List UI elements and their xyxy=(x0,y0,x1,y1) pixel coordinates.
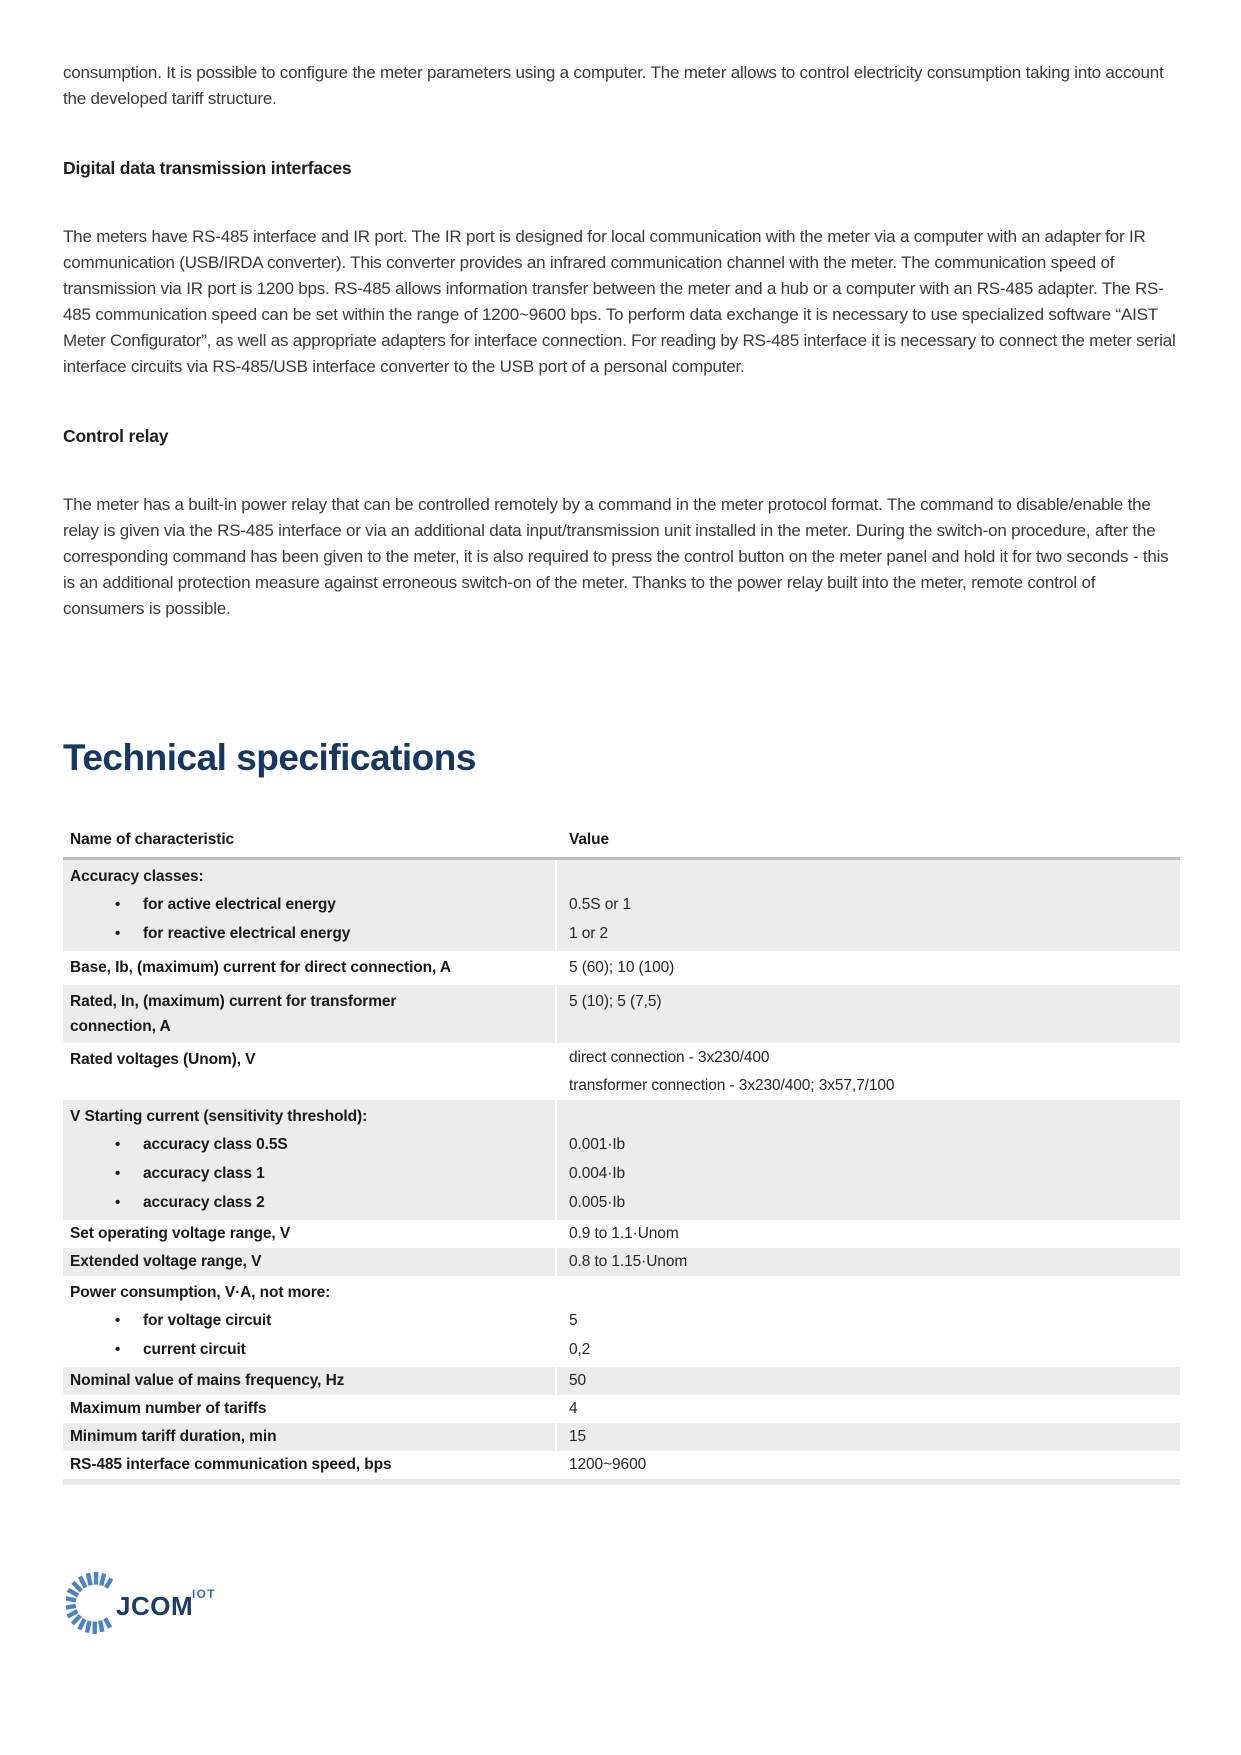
table-row xyxy=(63,1220,1180,1248)
row-value: 0.5S or 1 xyxy=(569,896,632,913)
section-heading-control-relay: Control relay xyxy=(63,426,169,446)
bullet-label: for voltage circuit xyxy=(143,1312,272,1329)
logo-brand-text: JCOM xyxy=(116,1591,194,1621)
bullet-icon xyxy=(115,1306,143,1335)
row-value: 0.005·Ib xyxy=(569,1194,626,1211)
specifications-table xyxy=(63,824,1180,1485)
row-name: Maximum number of tariffs xyxy=(70,1400,267,1417)
row-name: V Starting current (sensitivity threshold): xyxy=(70,1108,368,1125)
row-name: Power consumption, V·A, not more: xyxy=(70,1284,331,1301)
bullet-item xyxy=(70,1159,470,1188)
table-row xyxy=(63,1423,1180,1451)
bullet-item xyxy=(70,919,470,948)
row-value: 0.001·Ib xyxy=(569,1136,626,1153)
row-value: 50 xyxy=(557,1367,1180,1395)
table-bottom-border xyxy=(63,1479,1180,1485)
table-row xyxy=(63,1395,1180,1423)
logo-suffix-text: IOT xyxy=(192,1587,216,1601)
row-name: Extended voltage range, V xyxy=(63,1248,555,1276)
bullet-item xyxy=(70,890,470,919)
table-row xyxy=(63,1043,1180,1100)
bullet-label: accuracy class 0.5S xyxy=(143,1136,288,1153)
value-spacer xyxy=(569,863,1170,890)
table-row xyxy=(63,1276,1180,1367)
row-value: 5 xyxy=(569,1312,578,1329)
bullet-label: for active electrical energy xyxy=(143,896,336,913)
bullet-item xyxy=(70,1335,470,1364)
row-value: direct connection - 3x230/400 xyxy=(569,1049,770,1066)
table-row xyxy=(63,985,1180,1043)
row-name: RS-485 interface communication speed, bps xyxy=(70,1456,392,1473)
bullet-icon xyxy=(115,1188,143,1217)
row-name: Rated voltages (Unom), V xyxy=(70,1051,256,1068)
row-value: 0.9 to 1.1·Unom xyxy=(569,1225,679,1242)
value-spacer xyxy=(569,1103,1170,1130)
section-heading-digital-interfaces: Digital data transmission interfaces xyxy=(63,158,352,178)
table-row xyxy=(63,1100,1180,1220)
table-header-row xyxy=(63,824,1180,860)
bullet-label: accuracy class 2 xyxy=(143,1194,265,1211)
row-name: Set operating voltage range, V xyxy=(70,1225,291,1242)
row-name: Nominal value of mains frequency, Hz xyxy=(63,1367,555,1395)
column-header-value: Value xyxy=(569,831,609,848)
bullet-icon xyxy=(115,1159,143,1188)
row-value: 0.8 to 1.15·Unom xyxy=(557,1248,1180,1276)
bullet-item xyxy=(70,1130,470,1159)
table-row xyxy=(63,1248,1180,1276)
bullet-icon xyxy=(115,1130,143,1159)
row-name: Minimum tariff duration, min xyxy=(63,1423,555,1451)
row-value: 0,2 xyxy=(569,1341,591,1358)
table-row xyxy=(63,951,1180,985)
row-name: Accuracy classes: xyxy=(70,868,204,885)
intro-paragraph: consumption. It is possible to configure the meter parameters using a computer. The meter allows to control electricity consumption taking into account the developed tariff structure. xyxy=(63,63,1164,108)
page-title: Technical specifications xyxy=(63,737,476,778)
row-name: Rated, In, (maximum) current for transformer connection, A xyxy=(63,985,555,1043)
paragraph-digital-interfaces: The meters have RS-485 interface and IR port. The IR port is designed for local communication with the meter via a computer with an adapter for IR communication (USB/IRDA converter). This converter provides an infrared communication channel with the meter. The communication speed of transmission via IR port is 1200 bps. RS-485 allows information transfer between the meter and a hub or a computer with an RS-485 adapter. The RS-485 communication speed can be set within the range of 1200~9600 bps. To perform data exchange it is necessary to use specialized software “AIST Meter Configurator”, as well as appropriate adapters for interface connection. For reading by RS-485 interface it is necessary to connect the meter serial interface circuits via RS-485/USB interface converter to the USB port of a personal computer. xyxy=(63,227,1176,376)
bullet-icon xyxy=(115,890,143,919)
row-value: 15 xyxy=(557,1423,1180,1451)
row-value: 1200~9600 xyxy=(569,1456,647,1473)
bullet-label: accuracy class 1 xyxy=(143,1165,265,1182)
bullet-item xyxy=(70,1188,470,1217)
table-row xyxy=(63,1367,1180,1395)
bullet-icon xyxy=(115,1335,143,1364)
bullet-label: current circuit xyxy=(143,1341,246,1358)
paragraph-control-relay: The meter has a built-in power relay that can be controlled remotely by a command in the meter protocol format. The command to disable/enable the relay is given via the RS-485 interface or via an additional data input/transmission unit installed in the meter. During the switch-on procedure, after the corresponding command has been given to the meter, it is also required to press the control button on the meter panel and hold it for two seconds - this is an additional protection measure against erroneous switch-on of the meter. Thanks to the power relay built into the meter, remote control of consumers is possible. xyxy=(63,495,1169,618)
jcom-logo-burst-icon xyxy=(66,1572,111,1634)
row-value: 0.004·Ib xyxy=(569,1165,626,1182)
row-value: 4 xyxy=(569,1400,578,1417)
table-row xyxy=(63,1451,1180,1479)
value-spacer xyxy=(569,1279,1170,1306)
row-value: transformer connection - 3x230/400; 3x57,7/100 xyxy=(569,1077,895,1094)
bullet-icon xyxy=(115,919,143,948)
bullet-item xyxy=(70,1306,470,1335)
row-value: 5 (10); 5 (7,5) xyxy=(557,985,1180,1043)
column-header-name: Name of characteristic xyxy=(70,831,235,848)
row-value: 1 or 2 xyxy=(569,925,609,942)
row-name: Base, Ib, (maximum) current for direct connection, A xyxy=(70,959,451,976)
row-value: 5 (60); 10 (100) xyxy=(569,959,675,976)
table-row xyxy=(63,860,1180,951)
jcom-logo xyxy=(66,1567,286,1639)
bullet-label: for reactive electrical energy xyxy=(143,925,351,942)
